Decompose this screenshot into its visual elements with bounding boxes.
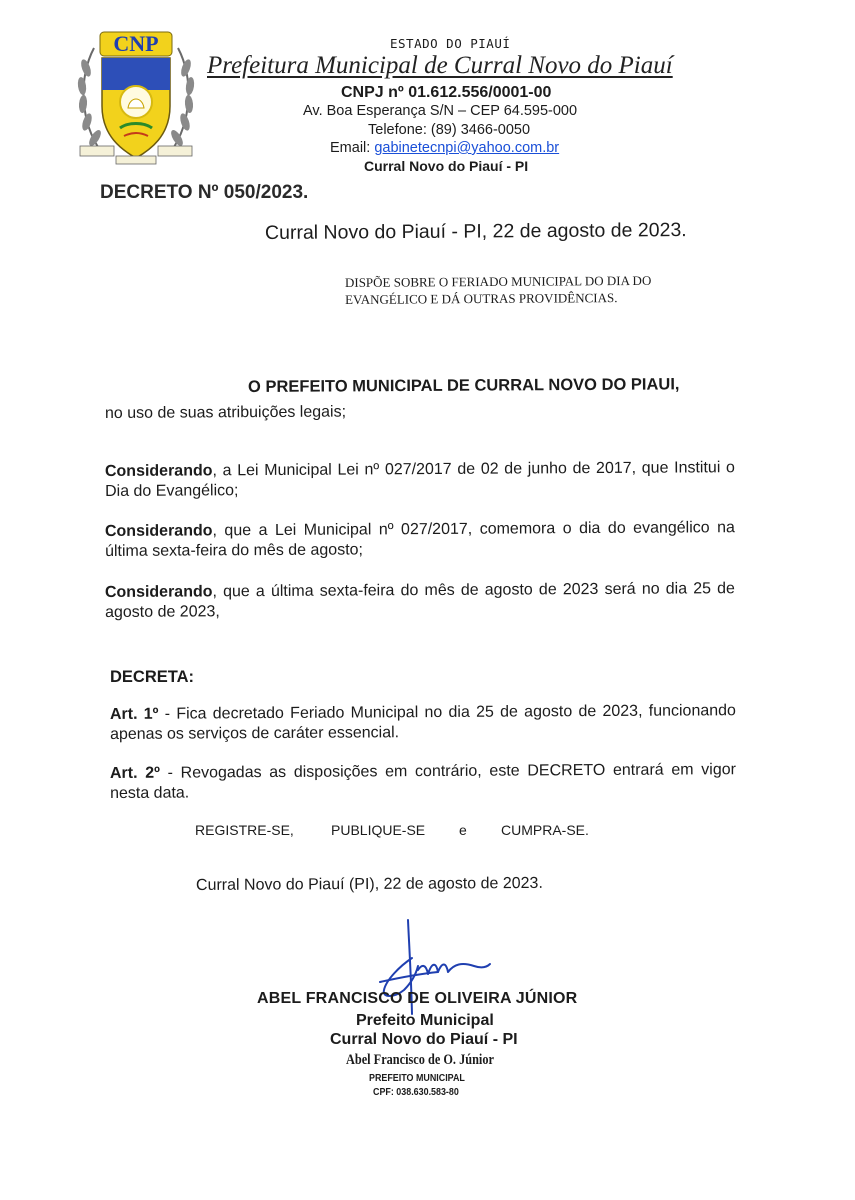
- article-lead: Art. 2º: [109, 764, 160, 783]
- address: Av. Boa Esperança S/N – CEP 64.595-000: [303, 103, 578, 119]
- article-2: [110, 760, 736, 804]
- cnpj-number: CNPJ nº 01.612.556/0001-00: [341, 84, 552, 101]
- stamp-name: Abel Francisco de O. Júnior: [346, 1052, 494, 1068]
- state-name: ESTADO DO PIAUÍ: [390, 36, 511, 51]
- header-city: Curral Novo do Piauí - PI: [364, 158, 529, 174]
- phone-number: Telefone: (89) 3466-0050: [368, 122, 531, 138]
- signatory-name: ABEL FRANCISCO DE OLIVEIRA JÚNIOR: [257, 990, 578, 1007]
- prefeitura-title: Prefeitura Municipal de Curral Novo do Piauí: [207, 52, 673, 79]
- stamp-role: PREFEITO MUNICIPAL: [369, 1072, 465, 1084]
- closing-date: Curral Novo do Piauí (PI), 22 de agosto de 2023.: [195, 874, 543, 894]
- decree-date: Curral Novo do Piauí - PI, 22 de agosto de 2023.: [264, 219, 687, 244]
- registre-text: REGISTRE-SE,: [195, 822, 294, 838]
- signatory-city: Curral Novo do Piauí - PI: [330, 1031, 518, 1048]
- publique-text: PUBLIQUE-SE: [331, 822, 426, 838]
- municipal-coat-of-arms-logo: [72, 28, 200, 168]
- considerando-2: [105, 518, 735, 562]
- decreta-heading: DECRETA:: [110, 668, 195, 686]
- considerando-lead: Considerando: [104, 522, 213, 541]
- email-label: Email:: [330, 140, 375, 156]
- signatory-role: Prefeito Municipal: [356, 1012, 494, 1029]
- stamp-cpf: CPF: 038.630.583-80: [373, 1086, 459, 1098]
- article-text: - Fica decretado Feriado Municipal no dia 25 de agosto de 2023, funcionando apenas os serviços de caráter essencial.: [110, 702, 736, 743]
- article-lead: Art. 1º: [109, 705, 159, 724]
- decree-number: DECRETO Nº 050/2023.: [100, 182, 309, 203]
- cumpra-text: CUMPRA-SE.: [501, 822, 589, 838]
- prefeito-title: O PREFEITO MUNICIPAL DE CURRAL NOVO DO PIAUI,: [247, 375, 680, 396]
- article-1: [110, 701, 736, 745]
- prefeito-rest: no uso de suas atribuições legais;: [104, 403, 347, 422]
- email-link[interactable]: gabinetecnpi@yahoo.com.br: [374, 140, 560, 156]
- decree-ementa: DISPÕE SOBRE O FERIADO MUNICIPAL DO DIA DO EVANGÉLICO E DÁ OUTRAS PROVIDÊNCIAS.: [344, 272, 652, 307]
- logo-text: CNP: [113, 31, 159, 56]
- considerando-3: [105, 579, 735, 623]
- considerando-lead: Considerando: [104, 583, 213, 602]
- considerando-text: , que a última sexta-feira do mês de agosto de 2023 será no dia 25 de agosto de 2023,: [105, 580, 735, 621]
- considerando-text: , que a Lei Municipal nº 027/2017, comemora o dia do evangélico na última sexta-feira do mês de agosto;: [105, 519, 735, 560]
- conjunction-text: e: [459, 822, 467, 838]
- registre-line: [195, 822, 589, 838]
- considerando-lead: Considerando: [104, 462, 213, 481]
- article-text: - Revogadas as disposições em contrário, este DECRETO entrará em vigor nesta data.: [110, 761, 736, 802]
- considerando-text: , a Lei Municipal Lei nº 027/2017 de 02 de junho de 2017, que Institui o Dia do Evangélico;: [105, 459, 735, 500]
- considerando-1: [105, 458, 735, 502]
- email-line: [330, 140, 559, 156]
